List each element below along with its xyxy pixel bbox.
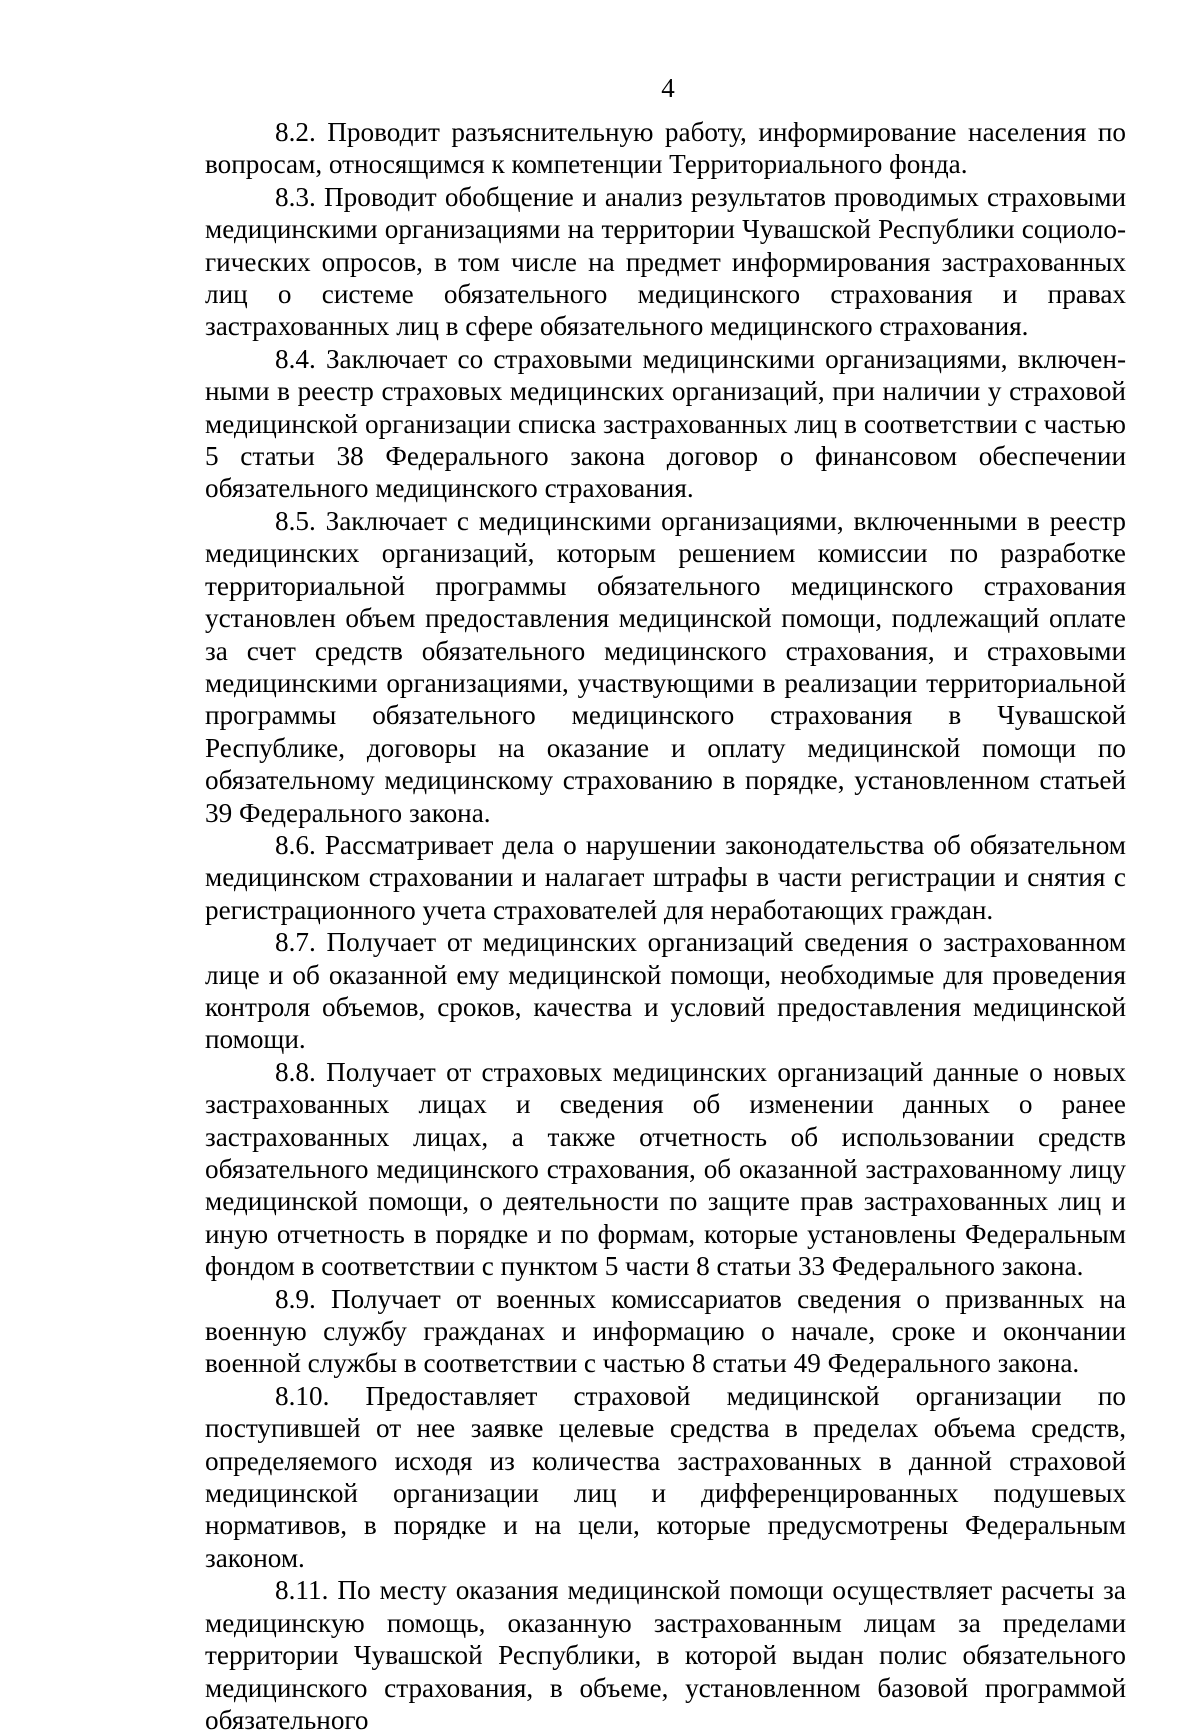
paragraph-8-8: 8.8. Получает от страховых медицинских организаций данные о новых застрахованных лицах и сведения об изменении данных о ранее застрахованных лицах, а также отчетность об использовании средств обязательного медицинского страхования, об оказанной застрахованному лицу медицинской помощи, о деятельности по защите прав застрахованных лиц и иную отчетность в порядке и по формам, которые установлены Федеральным фондом в соответствии с пунктом 5 части 8 статьи 33 Федерального закона. [205, 1056, 1126, 1282]
paragraph-8-9: 8.9. Получает от военных комиссариатов сведения о призванных на военную службу гражданах и информацию о начале, сроке и окончании военной службы в соответствии с частью 8 статьи 49 Федерального закона. [205, 1283, 1126, 1379]
paragraph-8-2: 8.2. Проводит разъяснительную работу, информирование населения по вопросам, относящимся к компетенции Территориального фонда. [205, 117, 1126, 180]
paragraph-8-10: 8.10. Предоставляет страховой медицинской организации по поступившей от нее заявке целевые средства в пределах объема средств, определяемого исходя из количества застрахованных в данной страховой медицинской организации лиц и дифференцированных подушевых нормативов, в порядке и на цели, которые предусмотрены Федеральным законом. [205, 1380, 1126, 1573]
paragraph-8-5: 8.5. Заключает с медицинскими организациями, включенными в реестр медицинских организаций, которым решением комиссии по разработке территориальной программы обязательного медицинского страхования установлен объем предоставления медицинской помощи, подлежащий оплате за счет средств обязательного медицинского страхования, и страховыми медицинскими организациями, участвующими в реализации территориальной программы обязательного медицинского страхования в Чувашской Республике, договоры на оказание и оплату медицинской помощи по обязательному медицинскому страхованию в порядке, установленном статьей 39 Федерального закона. [205, 505, 1126, 828]
paragraph-8-4: 8.4. Заключает со страховыми медицинскими организациями, включенными в реестр страховых медицинских организаций, при наличии у страховой медицинской организации списка застрахованных лиц в соответствии с частью 5 статьи 38 Федерального закона договор о финансовом обеспечении обязательного медицинского страхования. [205, 343, 1126, 504]
paragraph-8-6: 8.6. Рассматривает дела о нарушении законодательства об обязательном медицинском страховании и налагает штрафы в части регистрации и снятия с регистрационного учета страхователей для неработающих граждан. [205, 829, 1126, 925]
page-number: 4 [661, 73, 675, 103]
document-body [205, 116, 1126, 1736]
paragraph-8-11: 8.11. По месту оказания медицинской помощи осуществляет расчеты за медицинскую помощь, оказанную застрахованным лицам за пределами территории Чувашской Республики, в которой выдан полис обязательного медицинского страхования, в объеме, установленном базовой программой обязательного [205, 1575, 1126, 1735]
paragraph-8-7: 8.7. Получает от медицинских организаций сведения о застрахованном лице и об оказанной ему медицинской помощи, необходимые для проведения контроля объемов, сроков, качества и условий предоставления медицинской помощи. [205, 927, 1126, 1055]
paragraph-8-3: 8.3. Проводит обобщение и анализ результатов проводимых страховыми медицинскими организациями на территории Чувашской Республики социологических опросов, в том числе на предмет информирования застрахованных лиц о системе обязательного медицинского страхования и правах застрахованных лиц в сфере обязательного медицинского страхования. [205, 181, 1126, 342]
